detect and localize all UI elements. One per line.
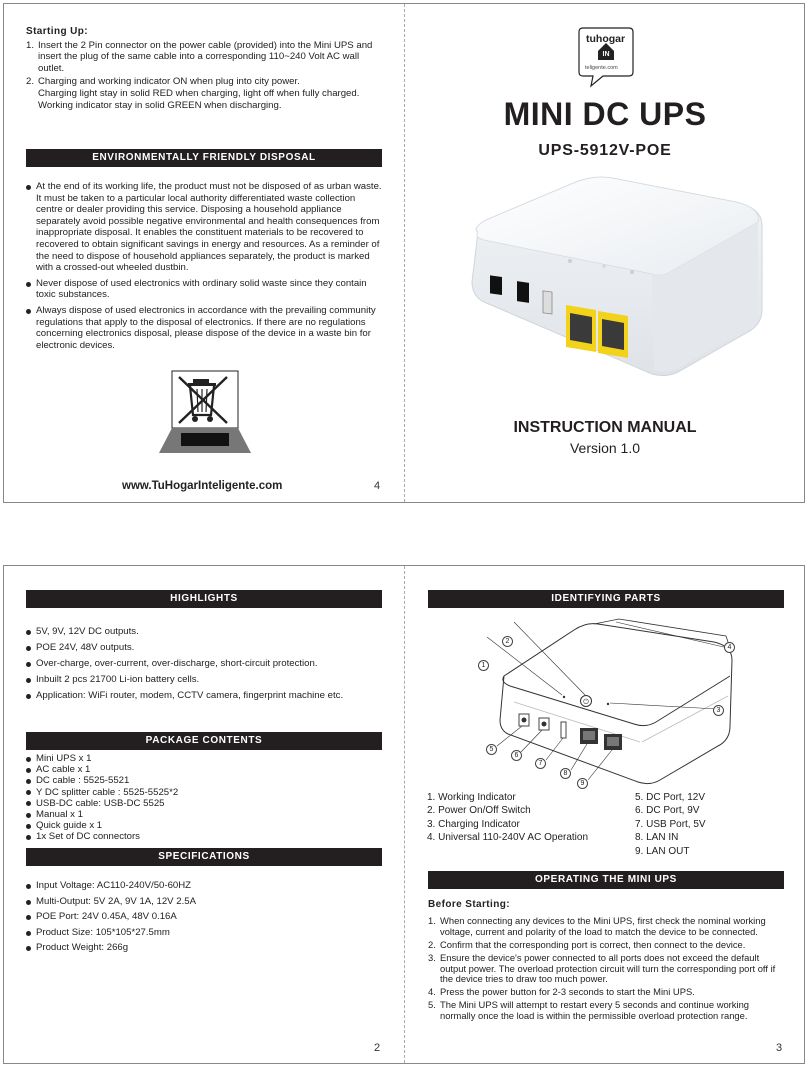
callout-3: 3 xyxy=(713,705,724,716)
list-item: Inbuilt 2 pcs 21700 Li-ion battery cells. xyxy=(26,674,396,686)
before-starting-title: Before Starting: xyxy=(428,899,510,910)
starting-up-steps xyxy=(26,40,386,112)
weee-bin-icon xyxy=(157,369,252,454)
callout-6: 6 xyxy=(511,750,522,761)
list-item: Input Voltage: AC110-240V/50-60HZ xyxy=(26,880,386,892)
legend-item: 7. USB Port, 5V xyxy=(635,818,706,830)
legend-item: 9. LAN OUT xyxy=(635,845,690,857)
operating-step: 5. The Mini UPS will attempt to restart every 5 seconds and continue working normally once the load is within the permissible overload protection range. xyxy=(428,999,749,1022)
highlights-list xyxy=(26,626,396,702)
logo-in: IN xyxy=(602,51,610,58)
callout-1: 1 xyxy=(478,660,489,671)
list-item: USB-DC cable: USB-DC 5525 xyxy=(26,798,386,809)
package-heading: PACKAGE CONTENTS xyxy=(26,732,382,750)
operating-step: 2. Confirm that the corresponding port is correct, then connect to the device. xyxy=(428,938,746,950)
highlights-heading: HIGHLIGHTS xyxy=(26,590,382,608)
list-item: At the end of its working life, the product must not be disposed of as urban waste. It must be taken to a particular local authority differentiated waste collection centre or dealer providing this service. Disposing a household appliance separately avoid possible negative environmental and health consequences from inappropriate disposal. It enables the constituent materials to be recovered to recovered to obtain significant savings in energy and resources. As a reminder of the need to dispose of household appliances separately, the product is marked with a crossed-out wheeled dustbin. xyxy=(26,181,384,274)
manual-title: INSTRUCTION MANUAL xyxy=(513,419,697,436)
specifications-heading: SPECIFICATIONS xyxy=(26,848,382,866)
disposal-heading: ENVIRONMENTALLY FRIENDLY DISPOSAL xyxy=(26,149,382,167)
identifying-parts-heading: IDENTIFYING PARTS xyxy=(428,590,784,608)
callout-8: 8 xyxy=(560,768,571,779)
logo-domain: teligente.com xyxy=(585,65,618,71)
operating-step: 4. Press the power button for 2-3 seconds to start the Mini UPS. xyxy=(428,986,695,998)
bottom-sheet xyxy=(3,565,805,1064)
list-item: 5V, 9V, 12V DC outputs. xyxy=(26,626,396,638)
legend-item: 2. Power On/Off Switch xyxy=(427,805,531,817)
list-item: Multi-Output: 5V 2A, 9V 1A, 12V 2.5A xyxy=(26,896,386,908)
callout-4: 4 xyxy=(724,642,735,653)
list-item: Mini UPS x 1 xyxy=(26,753,386,764)
callout-5: 5 xyxy=(486,744,497,755)
product-photo xyxy=(466,174,766,379)
operating-heading: OPERATING THE MINI UPS xyxy=(428,871,784,889)
list-item: Never dispose of used electronics with ordinary solid waste since they contain toxic substances. xyxy=(26,278,384,301)
brand-logo xyxy=(577,26,635,88)
callout-7: 7 xyxy=(535,758,546,769)
logo-hogar: hogar xyxy=(595,33,626,45)
legend-item: 3. Charging Indicator xyxy=(427,818,520,830)
starting-up-section xyxy=(26,26,386,113)
package-list xyxy=(26,753,386,843)
operating-steps xyxy=(428,916,786,1022)
legend-item: 1. Working Indicator xyxy=(427,792,516,803)
package-section xyxy=(26,753,386,843)
list-item: AC cable x 1 xyxy=(26,764,386,775)
list-item: Manual x 1 xyxy=(26,809,386,820)
page-number: 3 xyxy=(776,1042,783,1054)
list-item: Quick guide x 1 xyxy=(26,820,386,831)
starting-step: 2. Charging and working indicator ON when plug into city power. Charging light stay in solid RED when charging, light off when fully charged. Working indicator stay in solid GREEN when discharging. xyxy=(26,76,360,111)
list-item: POE 24V, 48V outputs. xyxy=(26,642,396,654)
operating-step: 3. Ensure the device's power connected to all ports does not exceed the default output power. The overload protection circuit will turn the corresponding port off if the device tries to draw too much power. xyxy=(428,951,776,985)
website-link[interactable]: www.TuHogarInteligente.com xyxy=(122,480,283,492)
highlights-section xyxy=(26,626,396,706)
operating-step: 1. When connecting any devices to the Mini UPS, first check the nominal working voltage, current and polarity of the load to match the device to be connected. xyxy=(428,914,766,937)
list-item: Always dispose of used electronics in accordance with the prevailing community regulations that apply to the disposal of electronics. If there are no regulations concerning electronics disposal, please dispose of the device in a waste bin for electronic devices. xyxy=(26,305,384,351)
page-number: 4 xyxy=(374,480,381,492)
specifications-section xyxy=(26,880,386,958)
disposal-section xyxy=(26,181,384,355)
svg-text:⏻: ⏻ xyxy=(583,698,589,706)
list-item: Product Weight: 266g xyxy=(26,942,386,954)
list-item: POE Port: 24V 0.45A, 48V 0.16A xyxy=(26,911,386,923)
specifications-list xyxy=(26,880,386,954)
list-item: Over-charge, over-current, over-discharge, short-circuit protection. xyxy=(26,658,396,670)
list-item: Product Size: 105*105*27.5mm xyxy=(26,927,386,939)
list-item: 1x Set of DC connectors xyxy=(26,831,386,842)
page-number: 2 xyxy=(374,1042,381,1054)
list-item: Y DC splitter cable : 5525-5525*2 xyxy=(26,787,386,798)
disposal-list xyxy=(26,181,384,351)
version-label: Version 1.0 xyxy=(569,440,641,456)
callout-9: 9 xyxy=(577,778,588,789)
product-title: MINI DC UPS xyxy=(503,96,707,132)
logo-tu: tu xyxy=(586,33,596,45)
starting-step: 1. Insert the 2 Pin connector on the power cable (provided) into the Mini UPS and insert the plug of the same cable into a corresponding 110~240 Volt AC wall outlet. xyxy=(26,39,373,74)
fold-line xyxy=(404,566,405,1063)
legend-item: 5. DC Port, 12V xyxy=(635,792,706,803)
operating-section xyxy=(428,900,786,1024)
starting-up-title: Starting Up: xyxy=(26,26,89,37)
top-sheet xyxy=(3,3,805,503)
model-number: UPS-5912V-POE xyxy=(538,142,672,159)
legend-item: 4. Universal 110-240V AC Operation xyxy=(427,832,589,844)
parts-legend-left xyxy=(427,791,627,845)
parts-legend-right xyxy=(635,791,795,858)
legend-item: 8. LAN IN xyxy=(635,832,679,844)
list-item: DC cable : 5525-5521 xyxy=(26,775,386,786)
legend-item: 6. DC Port, 9V xyxy=(635,805,700,817)
list-item: Application: WiFi router, modem, CCTV camera, fingerprint machine etc. xyxy=(26,690,396,702)
callout-2: 2 xyxy=(502,636,513,647)
